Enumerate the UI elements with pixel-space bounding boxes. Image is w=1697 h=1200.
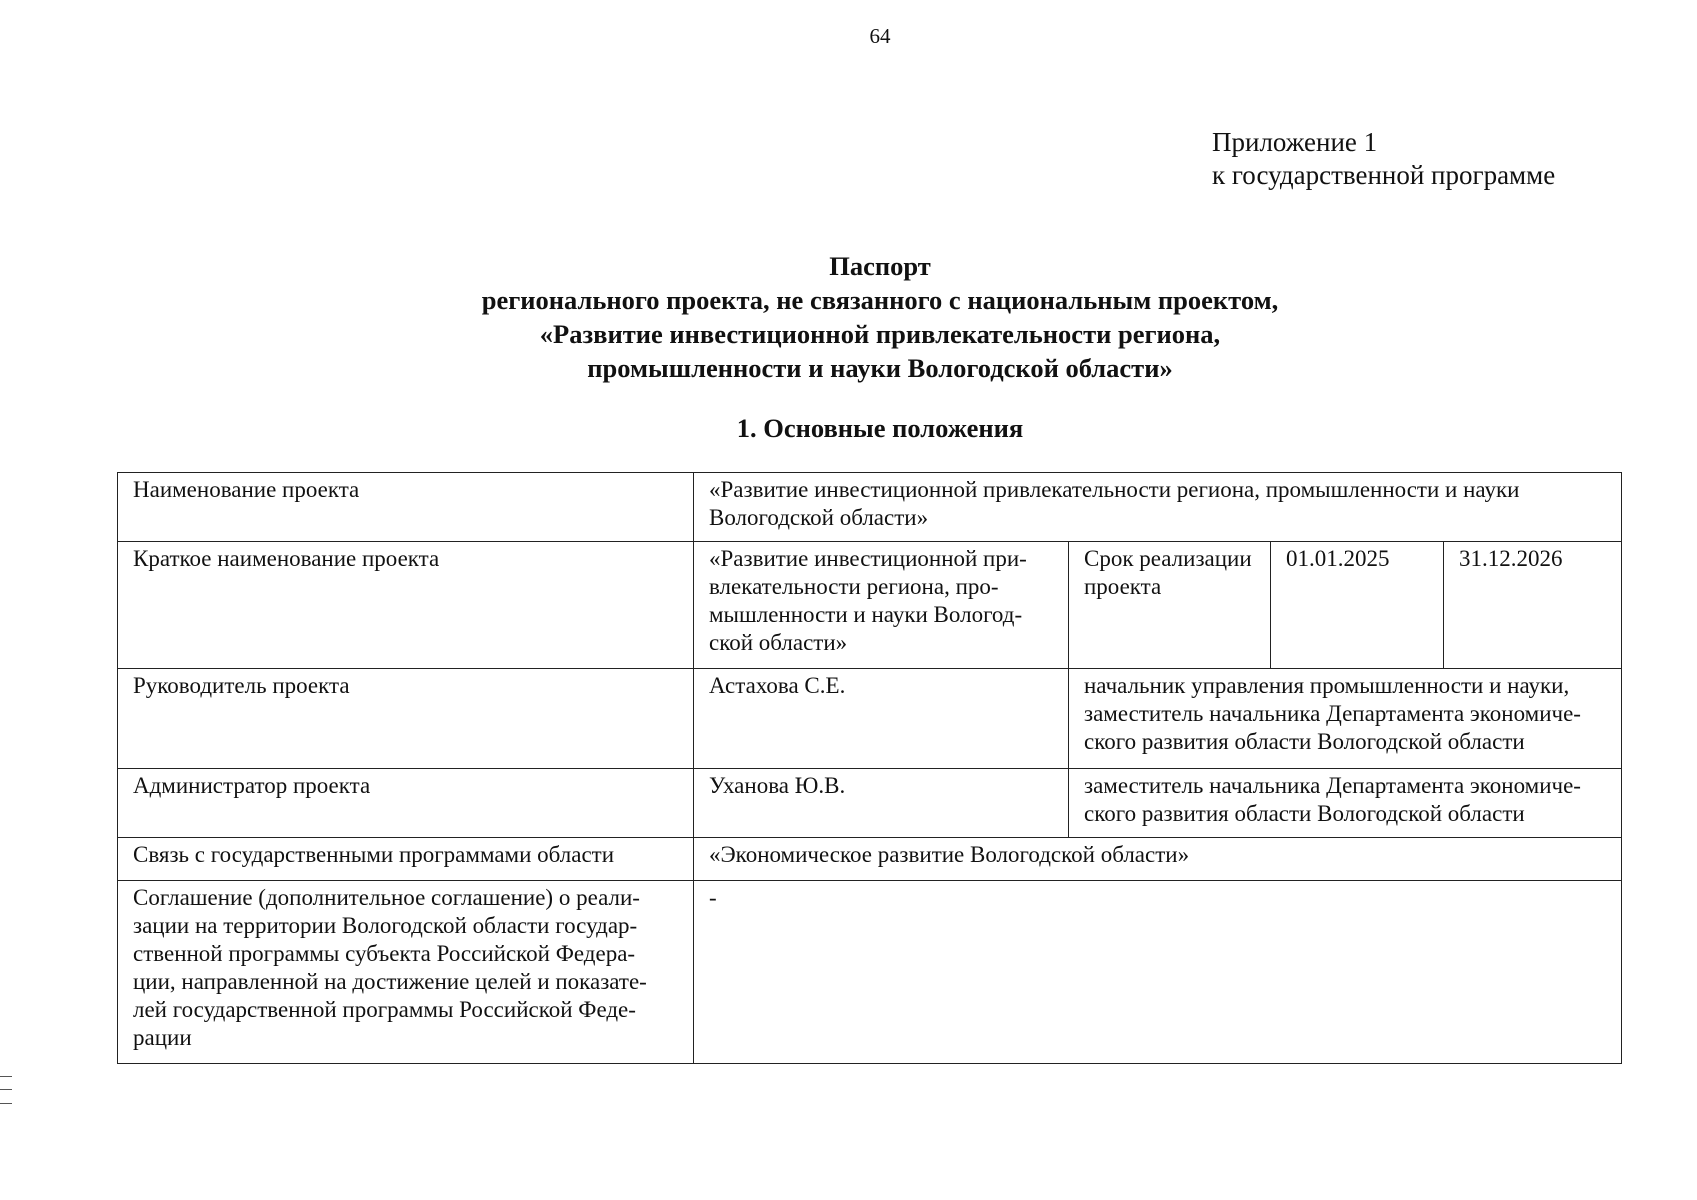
administrator-name: Уханова Ю.В. [694, 769, 1069, 838]
short-name-value-line-1: «Развитие инвестиционной при- [709, 546, 1027, 571]
programs-link-value: «Экономическое развитие Вологодской области» [694, 838, 1622, 881]
appendix-note [1212, 126, 1555, 192]
agreement-label-line-1: Соглашение (дополнительное соглашение) о реали- [133, 885, 640, 910]
agreement-label-line-5: лей государственной программы Российской Феде- [133, 997, 636, 1022]
administrator-position-line-1: заместитель начальника Департамента экономиче- [1084, 773, 1581, 798]
term-end-date: 31.12.2026 [1444, 542, 1622, 669]
short-name-label: Краткое наименование проекта [118, 542, 694, 669]
head-position [1069, 669, 1622, 769]
agreement-label [118, 881, 694, 1064]
margin-marks [0, 1076, 12, 1104]
table-row-administrator [118, 769, 1622, 838]
table-row-short-name [118, 542, 1622, 669]
appendix-line-2: к государственной программе [1212, 160, 1556, 190]
agreement-label-line-6: рации [133, 1025, 192, 1050]
project-name-value [694, 473, 1622, 542]
programs-link-label: Связь с государственными программами области [118, 838, 694, 881]
short-name-value-line-2: влекательности региона, про- [709, 574, 999, 599]
term-label-line-1: Срок реализации [1084, 546, 1252, 571]
head-position-line-3: ского развития области Вологодской области [1084, 729, 1525, 754]
administrator-position-line-2: ского развития области Вологодской области [1084, 801, 1525, 826]
document-title [0, 249, 1697, 385]
table-row-head [118, 669, 1622, 769]
project-name-label: Наименование проекта [118, 473, 694, 542]
section-heading: 1. Основные положения [736, 413, 1024, 443]
project-name-value-line-2: Вологодской области» [709, 505, 929, 530]
term-label [1069, 542, 1271, 669]
short-name-value-line-4: ской области» [709, 630, 848, 655]
term-label-line-2: проекта [1084, 574, 1162, 599]
agreement-value: - [694, 881, 1622, 1064]
head-position-line-2: заместитель начальника Департамента экономиче- [1084, 701, 1581, 726]
administrator-label: Администратор проекта [118, 769, 694, 838]
page-number: 64 [869, 24, 891, 48]
agreement-label-line-2: зации на территории Вологодской области государ- [133, 913, 638, 938]
administrator-position [1069, 769, 1622, 838]
head-label: Руководитель проекта [118, 669, 694, 769]
short-name-value-line-3: мышленности и науки Вологод- [709, 602, 1023, 627]
title-line-2: регионального проекта, не связанного с национальным проектом, [481, 285, 1279, 315]
project-name-value-line-1: «Развитие инвестиционной привлекательности региона, промышленности и науки [709, 477, 1520, 502]
table-row-agreement [118, 881, 1622, 1064]
head-position-line-1: начальник управления промышленности и науки, [1084, 673, 1570, 698]
title-line-1: Паспорт [829, 251, 931, 281]
agreement-label-line-4: ции, направленной на достижение целей и показате- [133, 969, 647, 994]
passport-table [117, 472, 1622, 1064]
table-row-programs-link [118, 838, 1622, 881]
appendix-line-1: Приложение 1 [1212, 127, 1378, 157]
title-line-3: «Развитие инвестиционной привлекательности региона, [539, 319, 1221, 349]
term-start-date: 01.01.2025 [1271, 542, 1444, 669]
agreement-label-line-3: ственной программы субъекта Российской Федера- [133, 941, 636, 966]
title-line-4: промышленности и науки Вологодской области» [587, 353, 1173, 383]
short-name-value [694, 542, 1069, 669]
head-name: Астахова С.Е. [694, 669, 1069, 769]
table-row-project-name [118, 473, 1622, 542]
